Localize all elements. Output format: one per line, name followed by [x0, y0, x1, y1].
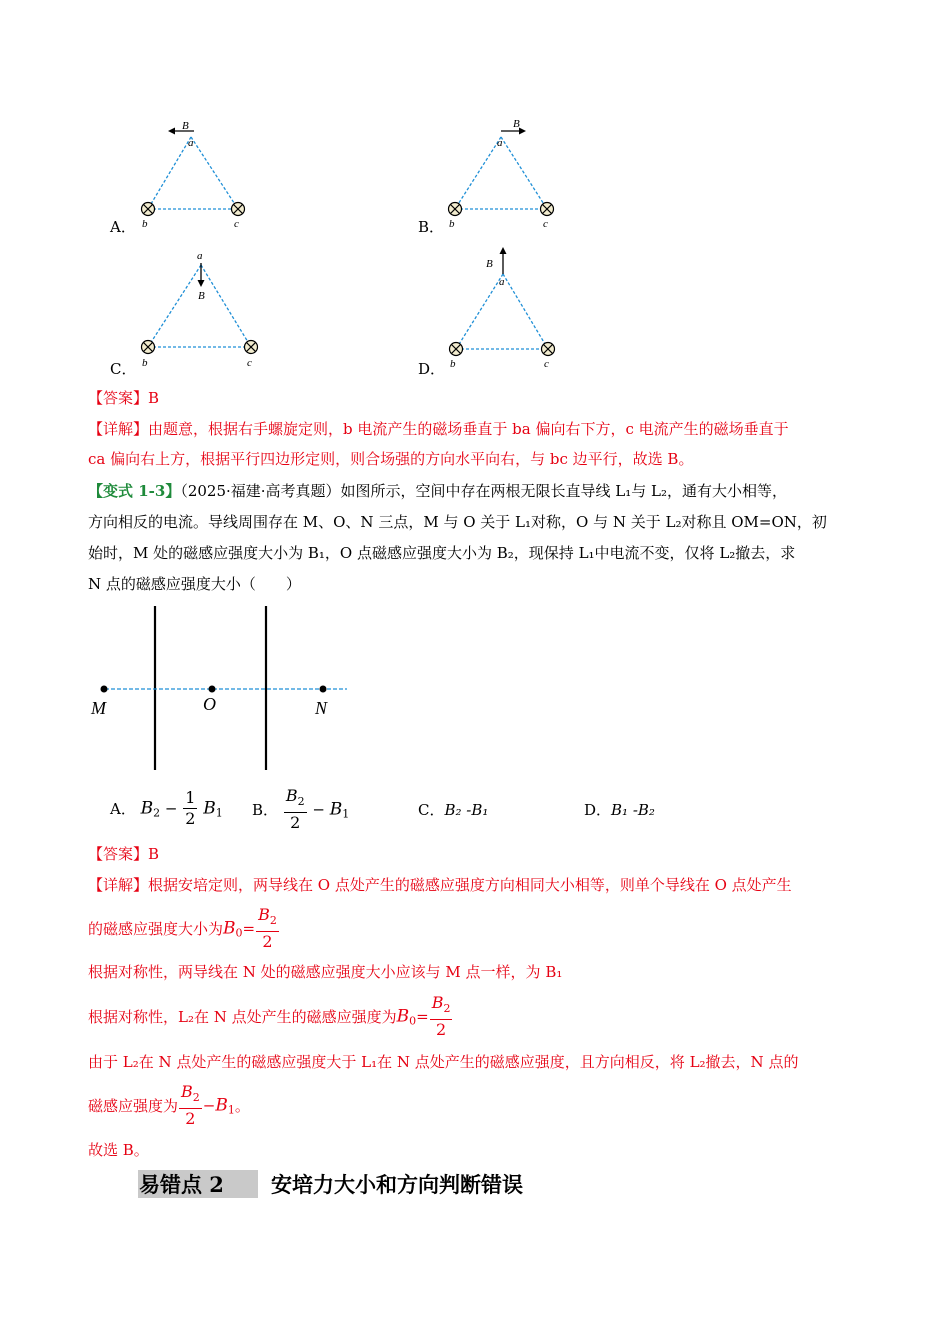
option-c-label: C． — [110, 360, 137, 378]
option-b-label: B． — [418, 218, 445, 236]
wire-c-icon — [542, 343, 555, 356]
detail-2-line-7: 故选 B。 — [88, 1141, 149, 1159]
choice-d: D．B₁ -B₂ — [584, 801, 655, 819]
svg-text:b: b — [449, 218, 455, 230]
detail-1-line-1: 【详解】由题意，根据右手螺旋定则，b 电流产生的磁场垂直于 ba 偏向右下方，c 电流产生的磁场垂直于 — [88, 420, 789, 438]
variant-label: 【变式 1-3】 — [88, 482, 181, 500]
svg-text:c: c — [544, 358, 549, 370]
detail-2-line-4: 根据对称性，L₂在 N 点处产生的磁感应强度为$B_0=$ $\frac{B_2}{2}$ — [88, 993, 451, 1040]
svg-text:b: b — [142, 218, 148, 230]
svg-text:a: a — [499, 276, 505, 288]
svg-text:B: B — [182, 120, 189, 132]
option-a-diagram — [130, 115, 260, 235]
section-tag: 易错点 2 — [139, 1172, 224, 1197]
svg-text:a: a — [188, 137, 194, 149]
wire-b-icon — [450, 343, 463, 356]
option-a-label: A． — [110, 218, 136, 236]
option-d-diagram — [437, 243, 567, 373]
choice-a: A． $B_2$ − $\frac{1}{2}$ $B_1$ — [110, 788, 223, 828]
point-o — [209, 686, 216, 693]
point-n — [320, 686, 327, 693]
svg-text:B: B — [513, 118, 520, 130]
choice-c: C．B₂ -B₁ — [418, 801, 489, 819]
option-b-diagram — [437, 115, 567, 235]
svg-text:B: B — [486, 258, 493, 270]
detail-2-line-3: 根据对称性，两导线在 N 处的磁感应强度大小应该与 M 点一样，为 B₁ — [88, 963, 563, 981]
svg-text:M: M — [91, 698, 106, 718]
variant-line-2: 方向相反的电流。导线周围存在 M、O、N 三点，M 与 O 关于 L₁对称，O 与 N 关于 L₂对称且 OM=ON，初 — [88, 513, 827, 531]
svg-text:c: c — [543, 218, 548, 230]
detail-2-line-2: 的磁感应强度大小为$B_0=$ $\frac{B_2}{2}$ — [88, 905, 277, 952]
wire-b-icon — [142, 203, 155, 216]
svg-text:B: B — [198, 290, 205, 302]
svg-text:N: N — [315, 698, 328, 718]
variant-line-4: N 点的磁感应强度大小（ ） — [88, 575, 301, 593]
svg-text:O: O — [203, 694, 216, 714]
wire-b-icon — [142, 341, 155, 354]
answer-2: 【答案】B — [88, 845, 160, 863]
svg-text:a: a — [197, 250, 203, 262]
variant-line-3: 始时，M 处的磁感应强度大小为 B₁，O 点磁感应强度大小为 B₂，现保持 L₁中电流不变，仅将 L₂撤去，求 — [88, 544, 796, 562]
detail-1-line-2: ca 偏向右上方，根据平行四边形定则，则合场强的方向水平向右，与 bc 边平行，故选 B。 — [88, 450, 694, 468]
svg-text:c: c — [234, 218, 239, 230]
wire-c-icon — [541, 203, 554, 216]
choice-b: B． $\frac{B_2}{2}$ − $B_1$ — [252, 786, 350, 833]
wire-c-icon — [245, 341, 258, 354]
section-title: 安培力大小和方向判断错误 — [271, 1172, 523, 1197]
svg-text:a: a — [497, 137, 503, 149]
wire-figure — [85, 602, 355, 777]
wire-b-icon — [449, 203, 462, 216]
answer-1: 【答案】B — [88, 389, 160, 407]
detail-2-line-1: 【详解】根据安培定则，两导线在 O 点处产生的磁感应强度方向相同大小相等，则单个导线在 O 点处产生 — [88, 876, 792, 894]
wire-c-icon — [232, 203, 245, 216]
variant-line-1: 【变式 1-3】（2025·福建·高考真题）如图所示，空间中存在两根无限长直导线 L₁与 L₂，通有大小相等， — [88, 482, 788, 500]
svg-text:b: b — [142, 357, 148, 369]
detail-2-line-6: 磁感应强度为 $\frac{B_2}{2}$ $-B_1$。 — [88, 1082, 250, 1129]
detail-2-line-5: 由于 L₂在 N 点处产生的磁感应强度大于 L₁在 N 点处产生的磁感应强度，且方向相反，将 L₂撤去，N 点的 — [88, 1053, 799, 1071]
svg-text:b: b — [450, 358, 456, 370]
option-d-label: D． — [418, 360, 446, 378]
point-m — [101, 686, 108, 693]
svg-text:c: c — [247, 357, 252, 369]
option-c-diagram — [130, 245, 270, 375]
